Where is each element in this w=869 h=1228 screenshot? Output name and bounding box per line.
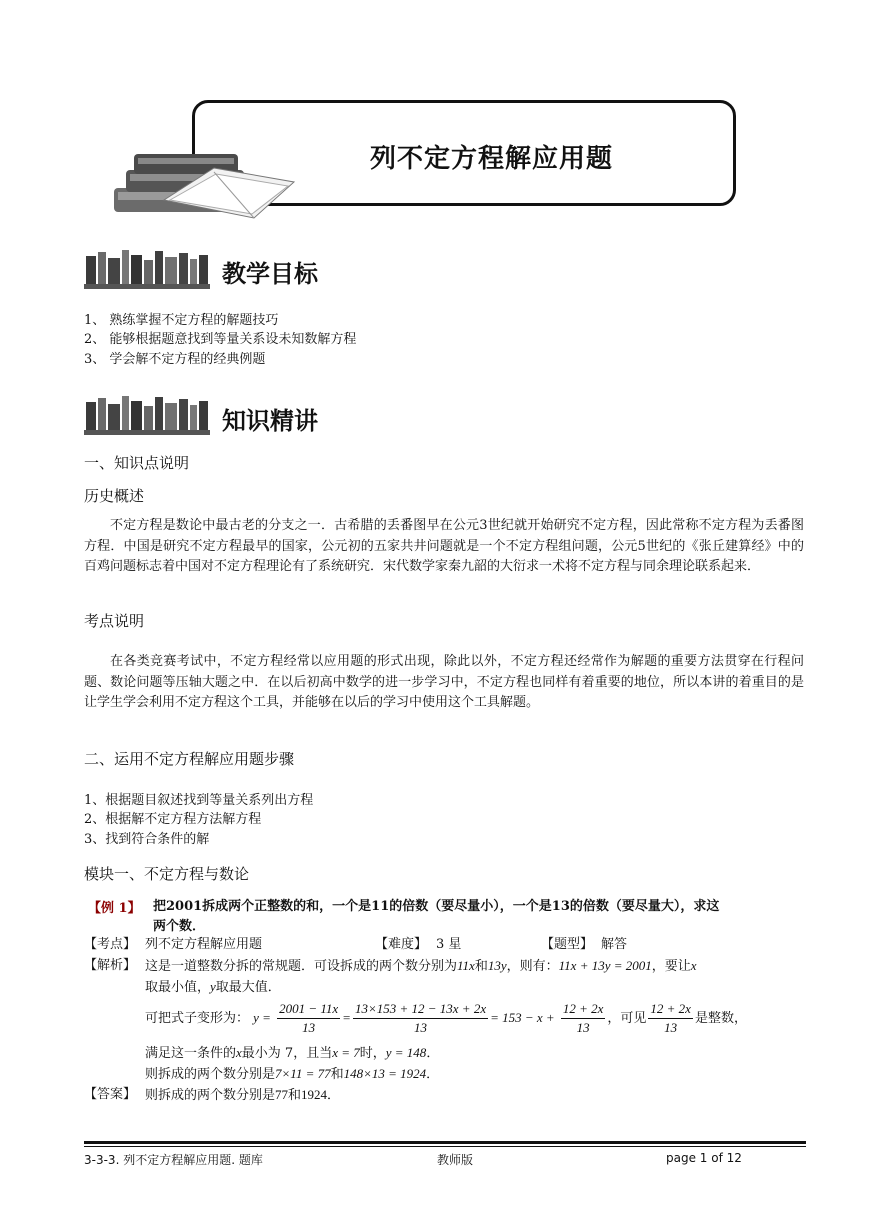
math-expr: x xyxy=(690,958,697,973)
tixing-value: 解答 xyxy=(601,937,628,952)
text: 时， xyxy=(359,1046,386,1061)
footer-rule xyxy=(84,1141,806,1144)
text: 是整数， xyxy=(694,1011,747,1026)
step-item: 2、根据解不定方程方法解方程 xyxy=(84,812,262,827)
text: 取最大值． xyxy=(215,980,281,995)
math-expr: 11x + 13y = 2001 xyxy=(558,958,652,973)
text: 则拆成的两个数分别是 xyxy=(145,1067,276,1082)
page-title: 列不定方程解应用题 xyxy=(370,144,614,174)
example-tag: 【例 1】 xyxy=(88,901,141,916)
math-expr: 7×11 = 77 xyxy=(275,1066,331,1081)
exam-heading: 考点说明 xyxy=(84,612,145,630)
math-expr: y = 148 xyxy=(385,1045,427,1060)
section-title-knowledge: 知识精讲 xyxy=(222,407,318,435)
math-expr: x = 7 xyxy=(332,1045,360,1060)
answer-line xyxy=(145,1085,340,1106)
step-item: 1、根据题目叙述找到等量关系列出方程 xyxy=(84,793,314,808)
text: 满足这一条件的 xyxy=(145,1046,237,1061)
nandu-label: 【难度】 xyxy=(375,937,428,952)
numerator: 12 + 2x xyxy=(561,1000,606,1019)
math-expr: 11x xyxy=(457,958,475,973)
history-paragraph: 不定方程是数论中最古老的分支之一．古希腊的丢番图早在公元3世纪就开始研究不定方程，因此常称不定方程为丢番图方程．中国是研究不定方程最早的国家，公元初的五家共井问题就是一个不定方程组问题，公元5世纪的《张丘建算经》中的百鸡问题标志着中国对不定方程理论有了系统研究．宋代数学家秦九韶的大衍求一术将不定方程与同余理论联系起来． xyxy=(84,518,804,574)
exam-paragraph: 在各类竞赛考试中，不定方程经常以应用题的形式出现，除此以外，不定方程还经常作为解题的重要方法贯穿在行程问题、数论问题等压轴大题之中．在以后初高中数学的进一步学习中，不定方程也同样有着重要的地位，所以本讲的着重目的是让学生学会利用不定方程这个工具，并能够在以后的学习中使用这个工具解题。 xyxy=(84,654,804,710)
nandu-value: 3 星 xyxy=(436,937,462,952)
text: ，可见 xyxy=(607,1011,647,1026)
numerator: 13×153 + 12 − 13x + 2x xyxy=(353,1000,488,1019)
footer-left: 3-3-3. 列不定方程解应用题. 题库 xyxy=(84,1153,263,1167)
text: 最小为 7，且当 xyxy=(241,1046,333,1061)
result-line xyxy=(145,1064,439,1085)
denominator: 13 xyxy=(664,1020,678,1035)
jiexi-line xyxy=(145,956,697,977)
math-expr: = 153 − x + xyxy=(490,1010,555,1025)
answer-label: 【答案】 xyxy=(84,1087,137,1102)
section-title-goals: 教学目标 xyxy=(222,260,318,288)
text: 可把式子变形为： xyxy=(145,1011,250,1026)
math-expr: 1924 xyxy=(301,1087,328,1102)
fraction xyxy=(648,1000,693,1037)
denominator: 13 xyxy=(414,1020,428,1035)
jiexi-line xyxy=(145,977,281,998)
footer-rule xyxy=(84,1146,806,1147)
example-question xyxy=(153,897,719,937)
kaodian-label: 【考点】 xyxy=(84,937,137,952)
text: ，则有： xyxy=(506,959,559,974)
kaodian-value: 列不定方程解应用题 xyxy=(145,937,263,952)
subsection-heading: 一、知识点说明 xyxy=(84,454,190,472)
text: 则拆成的两个数分别是 xyxy=(145,1088,276,1103)
math-expr: y xyxy=(210,979,216,994)
tixing-label: 【题型】 xyxy=(541,937,594,952)
text: ． xyxy=(327,1088,341,1103)
denominator: 13 xyxy=(576,1020,590,1035)
history-heading: 历史概述 xyxy=(84,487,145,505)
fraction xyxy=(277,1000,340,1037)
text: ，要让 xyxy=(651,959,691,974)
transform-line xyxy=(145,1000,747,1037)
math-expr: 13y xyxy=(487,958,507,973)
question-line: 两个数． xyxy=(153,919,206,934)
goal-item: 3、 学会解不定方程的经典例题 xyxy=(84,352,266,367)
math-expr: 77 xyxy=(275,1087,289,1102)
footer-page-number: page 1 of 12 xyxy=(666,1151,742,1165)
books-illustration xyxy=(104,148,304,224)
text: 和 xyxy=(330,1067,344,1082)
fraction xyxy=(353,1000,488,1037)
numerator: 12 + 2x xyxy=(648,1000,693,1019)
math-expr: y = xyxy=(253,1010,271,1025)
condition-line xyxy=(145,1043,439,1064)
math-expr: = xyxy=(342,1010,351,1025)
footer-center: 教师版 xyxy=(437,1153,474,1167)
math-expr: 148×13 = 1924 xyxy=(343,1066,427,1081)
text: 这是一道整数分拆的常规题．可设拆成的两个数分别为 xyxy=(145,959,458,974)
step-item: 3、找到符合条件的解 xyxy=(84,832,210,847)
subsection-heading: 二、运用不定方程解应用题步骤 xyxy=(84,750,295,768)
text: 和 xyxy=(474,959,488,974)
question-line: 把2001拆成两个正整数的和，一个是11的倍数（要尽量小），一个是13的倍数（要尽量大），求这 xyxy=(153,899,720,914)
math-expr: x xyxy=(236,1045,242,1060)
goal-item: 2、 能够根据题意找到等量关系设未知数解方程 xyxy=(84,332,357,347)
denominator: 13 xyxy=(302,1020,316,1035)
module-heading: 模块一、不定方程与数论 xyxy=(84,865,250,883)
fraction xyxy=(561,1000,606,1037)
goal-item: 1、 熟练掌握不定方程的解题技巧 xyxy=(84,313,279,328)
text: ． xyxy=(426,1046,440,1061)
text: 和 xyxy=(288,1088,302,1103)
jiexi-label: 【解析】 xyxy=(84,958,137,973)
bookshelf-icon xyxy=(84,246,210,290)
text: ． xyxy=(426,1067,440,1082)
text: 取最小值， xyxy=(145,980,211,995)
bookshelf-icon xyxy=(84,392,210,436)
numerator: 2001 − 11x xyxy=(277,1000,340,1019)
